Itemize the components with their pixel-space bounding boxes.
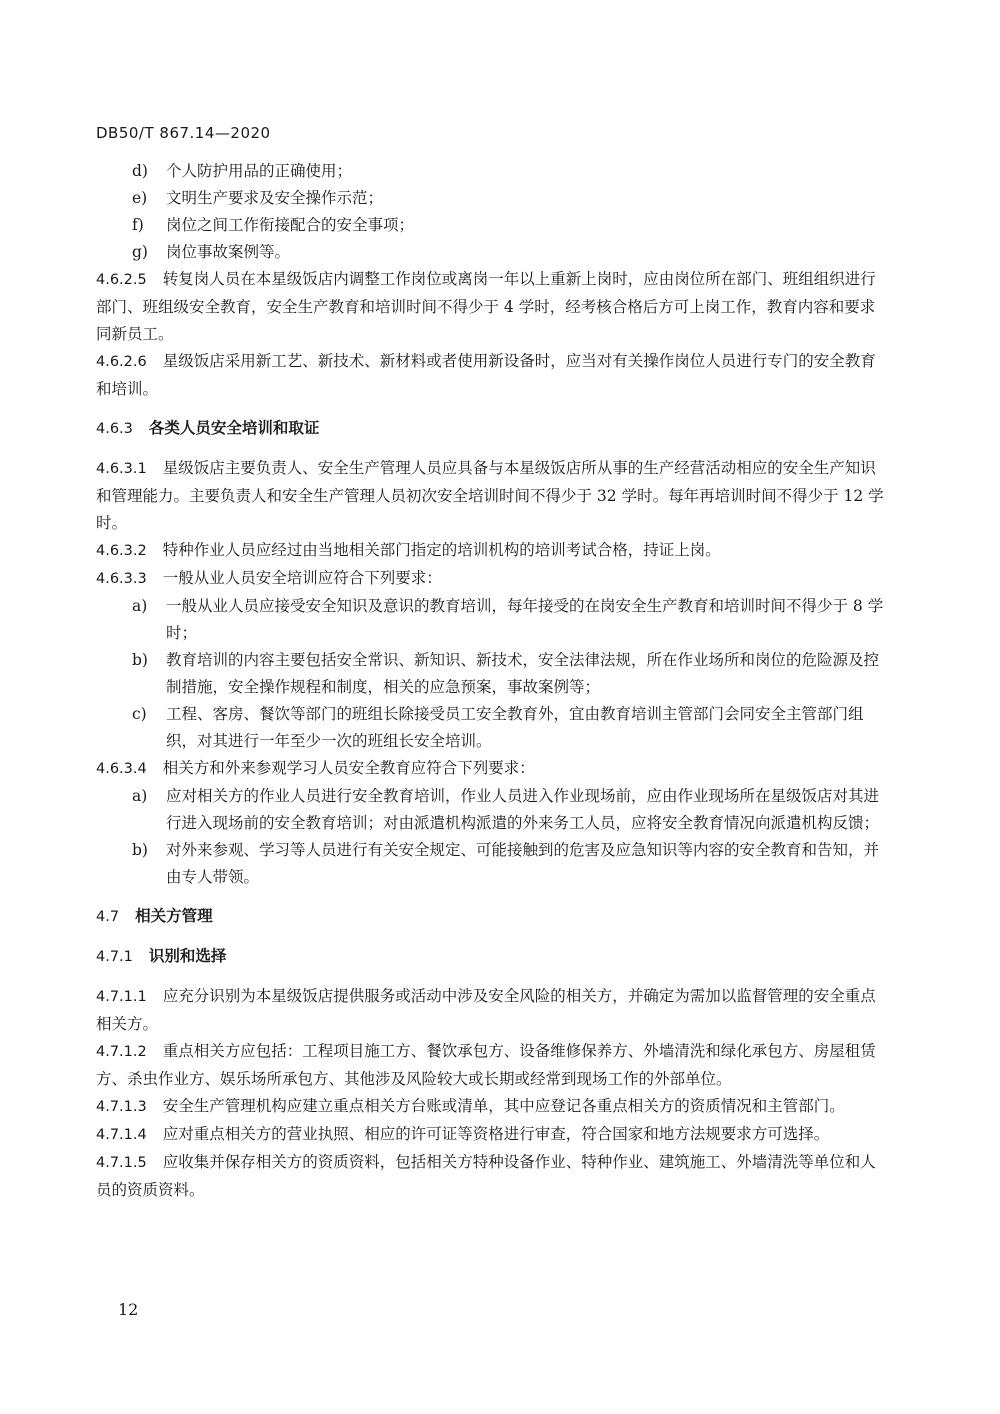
clause-4-6-3-1	[96, 455, 886, 537]
list-item	[96, 185, 886, 212]
clause-text: 一般从业人员安全培训应符合下列要求：	[162, 569, 442, 587]
clause-text: 相关方和外来参观学习人员安全教育应符合下列要求：	[162, 759, 535, 777]
page-number: 12	[118, 1300, 139, 1319]
clause-4-6-2-6	[96, 348, 886, 403]
page-content	[96, 158, 886, 1204]
clause-number: 4.6.3.4	[96, 761, 147, 777]
clause-number: 4.6.3.1	[96, 461, 147, 477]
clause-4-7-1-5	[96, 1149, 886, 1204]
clause-number: 4.7.1.2	[96, 1044, 147, 1060]
list-label: c)	[132, 705, 147, 723]
clause-4-6-3-3	[96, 565, 886, 593]
clause-number: 4.6.3.3	[96, 571, 147, 587]
list-text: 个人防护用品的正确使用；	[166, 162, 353, 180]
clause-text: 应对重点相关方的营业执照、相应的许可证等资格进行审查，符合国家和地方法规要求方可选择。	[162, 1125, 830, 1143]
list-label: a)	[132, 787, 148, 805]
list-text: 应对相关方的作业人员进行安全教育培训，作业人员进入作业现场前，应由作业现场所在星级饭店对其进行进入现场前的安全教育培训；对由派遣机构派遣的外来务工人员，应将安全教育情况向派遣机构反馈；	[166, 787, 880, 832]
list-item	[96, 212, 886, 239]
list-label: b)	[132, 841, 148, 859]
heading-number: 4.6.3	[96, 421, 133, 437]
clause-number: 4.6.3.2	[96, 543, 147, 559]
list-label: b)	[132, 651, 148, 669]
clause-4-6-3-2	[96, 537, 886, 565]
clause-4-6-2-5	[96, 266, 886, 348]
clause-4-7-1-2	[96, 1038, 886, 1093]
section-heading-4-7-1	[96, 943, 886, 971]
clause-text: 转复岗人员在本星级饭店内调整工作岗位或离岗一年以上重新上岗时，应由岗位所在部门、班组组织进行部门、班组级安全教育，安全生产教育和培训时间不得少于 4 学时，经考核合格后方可上岗工作，教育内容和要求同新员工。	[96, 270, 876, 343]
list-text: 教育培训的内容主要包括安全常识、新知识、新技术，安全法律法规，所在作业场所和岗位的危险源及控制措施，安全操作规程和制度，相关的应急预案，事故案例等；	[166, 651, 880, 696]
clause-4-6-3-4	[96, 755, 886, 783]
list-text: 一般从业人员应接受安全知识及意识的教育培训，每年接受的在岗安全生产教育和培训时间不得少于 8 学时；	[166, 597, 884, 642]
list-item	[96, 239, 886, 266]
heading-number: 4.7	[96, 909, 120, 925]
clause-text: 应收集并保存相关方的资质资料，包括相关方特种设备作业、特种作业、建筑施工、外墙清洗等单位和人员的资质资料。	[96, 1153, 876, 1199]
list-item	[96, 593, 886, 647]
list-text: 文明生产要求及安全操作示范；	[166, 189, 384, 207]
clause-text: 安全生产管理机构应建立重点相关方台账或清单，其中应登记各重点相关方的资质情况和主管部门。	[162, 1097, 845, 1115]
clause-text: 应充分识别为本星级饭店提供服务或活动中涉及安全风险的相关方，并确定为需加以监督管理的安全重点相关方。	[96, 987, 876, 1033]
heading-title: 识别和选择	[148, 947, 227, 965]
list-text: 岗位之间工作衔接配合的安全事项；	[166, 216, 415, 234]
clause-4-7-1-3	[96, 1093, 886, 1121]
clause-number: 4.6.2.6	[96, 354, 147, 370]
section-heading-4-7	[96, 903, 886, 931]
clause-number: 4.7.1.1	[96, 989, 147, 1005]
list-label: a)	[132, 597, 148, 615]
list-item	[96, 158, 886, 185]
list-label: d)	[132, 162, 148, 180]
list-text: 对外来参观、学习等人员进行有关安全规定、可能接触到的危害及应急知识等内容的安全教育和告知，并由专人带领。	[166, 841, 880, 886]
list-label: e)	[132, 189, 148, 207]
clause-text: 星级饭店主要负责人、安全生产管理人员应具备与本星级饭店所从事的生产经营活动相应的安全生产知识和管理能力。主要负责人和安全生产管理人员初次安全培训时间不得少于 32 学时。每年再培训时间不得少于 12 学时。	[96, 459, 884, 532]
list-item	[96, 783, 886, 837]
list-text: 岗位事故案例等。	[166, 243, 291, 261]
section-heading-4-6-3	[96, 415, 886, 443]
list-text: 工程、客房、餐饮等部门的班组长除接受员工安全教育外，宜由教育培训主管部门会同安全主管部门组织，对其进行一年至少一次的班组长安全培训。	[166, 705, 864, 750]
list-label: f)	[132, 216, 144, 234]
list-item	[96, 647, 886, 701]
clause-number: 4.7.1.4	[96, 1127, 147, 1143]
document-id-header: DB50/T 867.14—2020	[96, 124, 271, 142]
clause-number: 4.7.1.5	[96, 1155, 147, 1171]
clause-text: 星级饭店采用新工艺、新技术、新材料或者使用新设备时，应当对有关操作岗位人员进行专门的安全教育和培训。	[96, 352, 876, 398]
clause-text: 特种作业人员应经过由当地相关部门指定的培训机构的培训考试合格，持证上岗。	[162, 541, 721, 559]
list-label: g)	[132, 243, 148, 261]
list-item	[96, 701, 886, 755]
clause-number: 4.7.1.3	[96, 1099, 147, 1115]
clause-text: 重点相关方应包括：工程项目施工方、餐饮承包方、设备维修保养方、外墙清洗和绿化承包方、房屋租赁方、杀虫作业方、娱乐场所承包方、其他涉及风险较大或长期或经常到现场工作的外部单位。	[96, 1042, 876, 1088]
clause-4-7-1-1	[96, 983, 886, 1038]
list-item	[96, 837, 886, 891]
heading-number: 4.7.1	[96, 949, 133, 965]
clause-number: 4.6.2.5	[96, 272, 147, 288]
heading-title: 相关方管理	[135, 907, 213, 925]
heading-title: 各类人员安全培训和取证	[148, 419, 320, 437]
clause-4-7-1-4	[96, 1121, 886, 1149]
